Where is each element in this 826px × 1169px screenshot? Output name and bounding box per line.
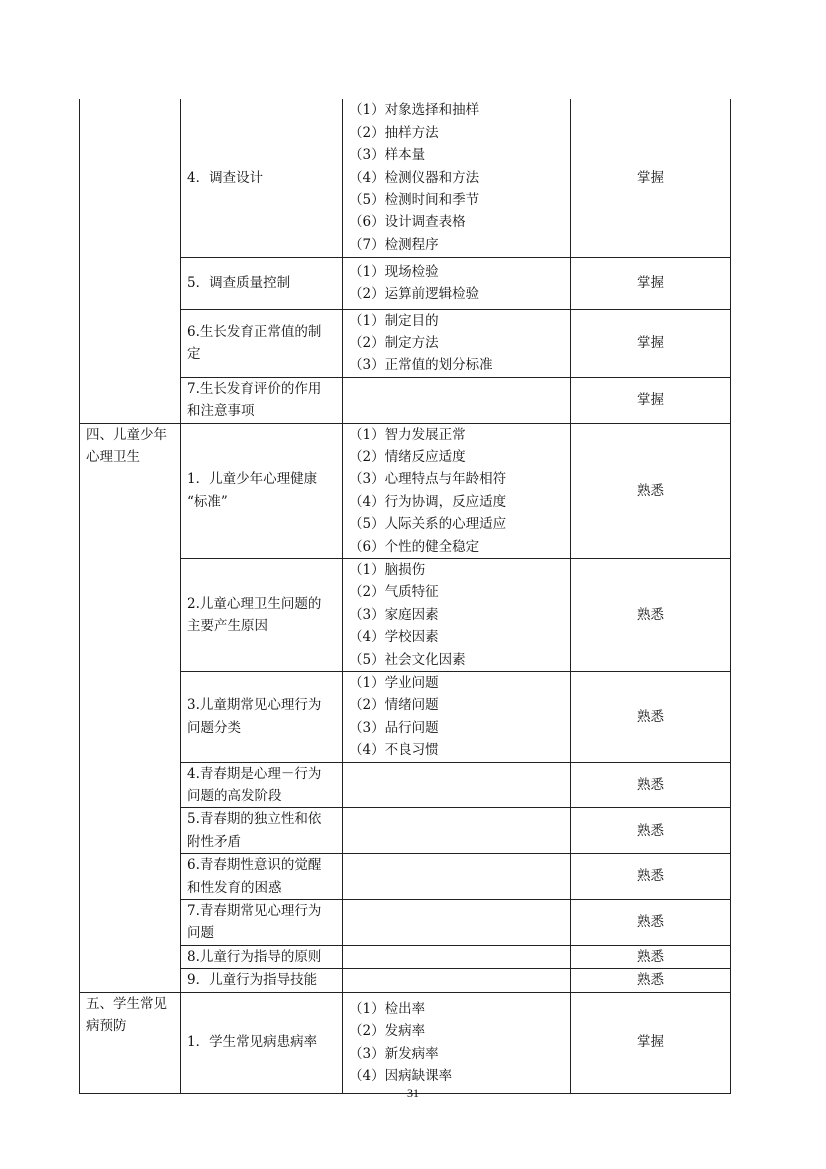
content-line: 4.青春期是心理－行为 [187, 765, 322, 782]
content-line: 9．儿童行为指导技能 [187, 972, 318, 989]
content-line: 3.儿童期常见心理行为 [187, 697, 322, 714]
content-line: 6.生长发育正常值的制 [187, 323, 322, 340]
table-row [80, 992, 731, 1093]
content-cell [181, 808, 343, 854]
content-line: 2.儿童心理卫生问题的 [187, 595, 322, 612]
detail-item: （5）检测时间和季节 [349, 191, 480, 208]
requirement-level-cell: 掌握 [571, 377, 731, 423]
page-number: 31 [407, 1086, 419, 1100]
content-cell [181, 992, 343, 1093]
requirement-level-cell: 掌握 [571, 992, 731, 1093]
detail-item: （1）智力发展正常 [349, 426, 466, 443]
requirement-level-cell: 熟悉 [571, 558, 731, 671]
content-cell [181, 423, 343, 558]
content-cell [181, 945, 343, 968]
detail-item: （2）运算前逻辑检验 [349, 286, 480, 302]
content-line: 问题 [187, 925, 214, 942]
content-line: 5.青春期的独立性和依 [187, 811, 322, 828]
content-line: 和注意事项 [187, 403, 255, 420]
detail-items-cell [343, 992, 571, 1093]
detail-item: （2）情绪反应适度 [349, 448, 466, 465]
detail-item: （3）新发病率 [349, 1045, 439, 1062]
detail-item: （1）现场检验 [349, 263, 439, 280]
detail-item: （2）气质特征 [349, 584, 439, 601]
table-row [80, 99, 731, 257]
content-cell [181, 672, 343, 763]
detail-item: （7）检测程序 [349, 236, 439, 253]
detail-item: （4）检测仪器和方法 [349, 169, 480, 186]
content-cell [181, 309, 343, 377]
detail-items-cell [343, 945, 571, 968]
detail-items-cell [343, 558, 571, 671]
section-title-cell: 五、学生常见病预防 [80, 992, 181, 1093]
requirement-level-cell: 熟悉 [571, 969, 731, 992]
detail-item: （4）因病缺课率 [349, 1068, 453, 1085]
detail-item: （6）设计调查表格 [349, 214, 466, 231]
detail-item: （4）不良习惯 [349, 742, 439, 759]
content-line: 8.儿童行为指导的原则 [187, 948, 322, 965]
content-line: 问题的高发阶段 [187, 788, 282, 805]
content-line: 5．调查质量控制 [187, 274, 291, 291]
requirement-level-cell: 熟悉 [571, 672, 731, 763]
detail-item: （1）脑损伤 [349, 561, 426, 578]
content-line: 主要产生原因 [187, 617, 268, 634]
detail-items-cell [343, 257, 571, 309]
detail-item: （2）抽样方法 [349, 124, 439, 141]
content-cell [181, 377, 343, 423]
content-line: 7.生长发育评价的作用 [187, 380, 322, 397]
section-title-cell [80, 99, 181, 423]
content-cell [181, 558, 343, 671]
detail-items-cell [343, 900, 571, 946]
detail-items-cell [343, 99, 571, 257]
detail-item: （2）制定方法 [349, 334, 439, 351]
content-line: 6.青春期性意识的觉醒 [187, 857, 322, 874]
content-cell [181, 257, 343, 309]
detail-item: （3）品行问题 [349, 719, 439, 736]
requirement-level-cell: 熟悉 [571, 945, 731, 968]
requirement-level-cell: 熟悉 [571, 808, 731, 854]
detail-items-cell [343, 969, 571, 992]
content-line: 附性矛盾 [187, 833, 241, 850]
detail-item: （3）心理特点与年龄相符 [349, 471, 507, 488]
detail-item: （3）样本量 [349, 147, 426, 164]
detail-item: （6）个性的健全稳定 [349, 538, 480, 555]
detail-item: （2）发病率 [349, 1023, 426, 1040]
detail-items-cell [343, 854, 571, 900]
detail-item: （1）制定目的 [349, 312, 439, 329]
content-line: “标准” [187, 493, 228, 510]
content-line: 定 [187, 346, 201, 363]
detail-item: （3）家庭因素 [349, 606, 439, 623]
detail-item: （3）正常值的划分标准 [349, 357, 493, 374]
section-title-cell: 四、儿童少年心理卫生 [80, 423, 181, 992]
requirement-level-cell: 掌握 [571, 99, 731, 257]
detail-item: （5）社会文化因素 [349, 651, 466, 668]
content-line: 7.青春期常见心理行为 [187, 903, 322, 920]
content-line: 和性发育的困惑 [187, 879, 282, 896]
detail-items-cell [343, 762, 571, 808]
detail-item: （5）人际关系的心理适应 [349, 516, 507, 533]
requirement-level-cell: 熟悉 [571, 762, 731, 808]
detail-item: （1）对象选择和抽样 [349, 102, 480, 119]
content-line: 1．儿童少年心理健康 [187, 471, 318, 488]
content-cell [181, 854, 343, 900]
detail-item: （1）学业问题 [349, 675, 439, 691]
detail-item: （1）检出率 [349, 1000, 426, 1017]
detail-items-cell [343, 309, 571, 377]
detail-item: （2）情绪问题 [349, 697, 439, 714]
detail-items-cell [343, 672, 571, 763]
table-row [80, 423, 731, 558]
requirement-level-cell: 掌握 [571, 309, 731, 377]
content-cell [181, 900, 343, 946]
content-cell [181, 762, 343, 808]
detail-items-cell [343, 808, 571, 854]
requirement-level-cell: 熟悉 [571, 900, 731, 946]
content-line: 1．学生常见病患病率 [187, 1034, 318, 1051]
syllabus-table [79, 99, 731, 1094]
requirement-level-cell: 熟悉 [571, 854, 731, 900]
content-line: 问题分类 [187, 719, 241, 736]
detail-item: （4）行为协调，反应适度 [349, 493, 507, 510]
content-cell [181, 99, 343, 257]
requirement-level-cell: 熟悉 [571, 423, 731, 558]
detail-item: （4）学校因素 [349, 629, 439, 646]
detail-items-cell [343, 423, 571, 558]
content-line: 4．调查设计 [187, 169, 264, 186]
detail-items-cell [343, 377, 571, 423]
content-cell [181, 969, 343, 992]
requirement-level-cell: 掌握 [571, 257, 731, 309]
